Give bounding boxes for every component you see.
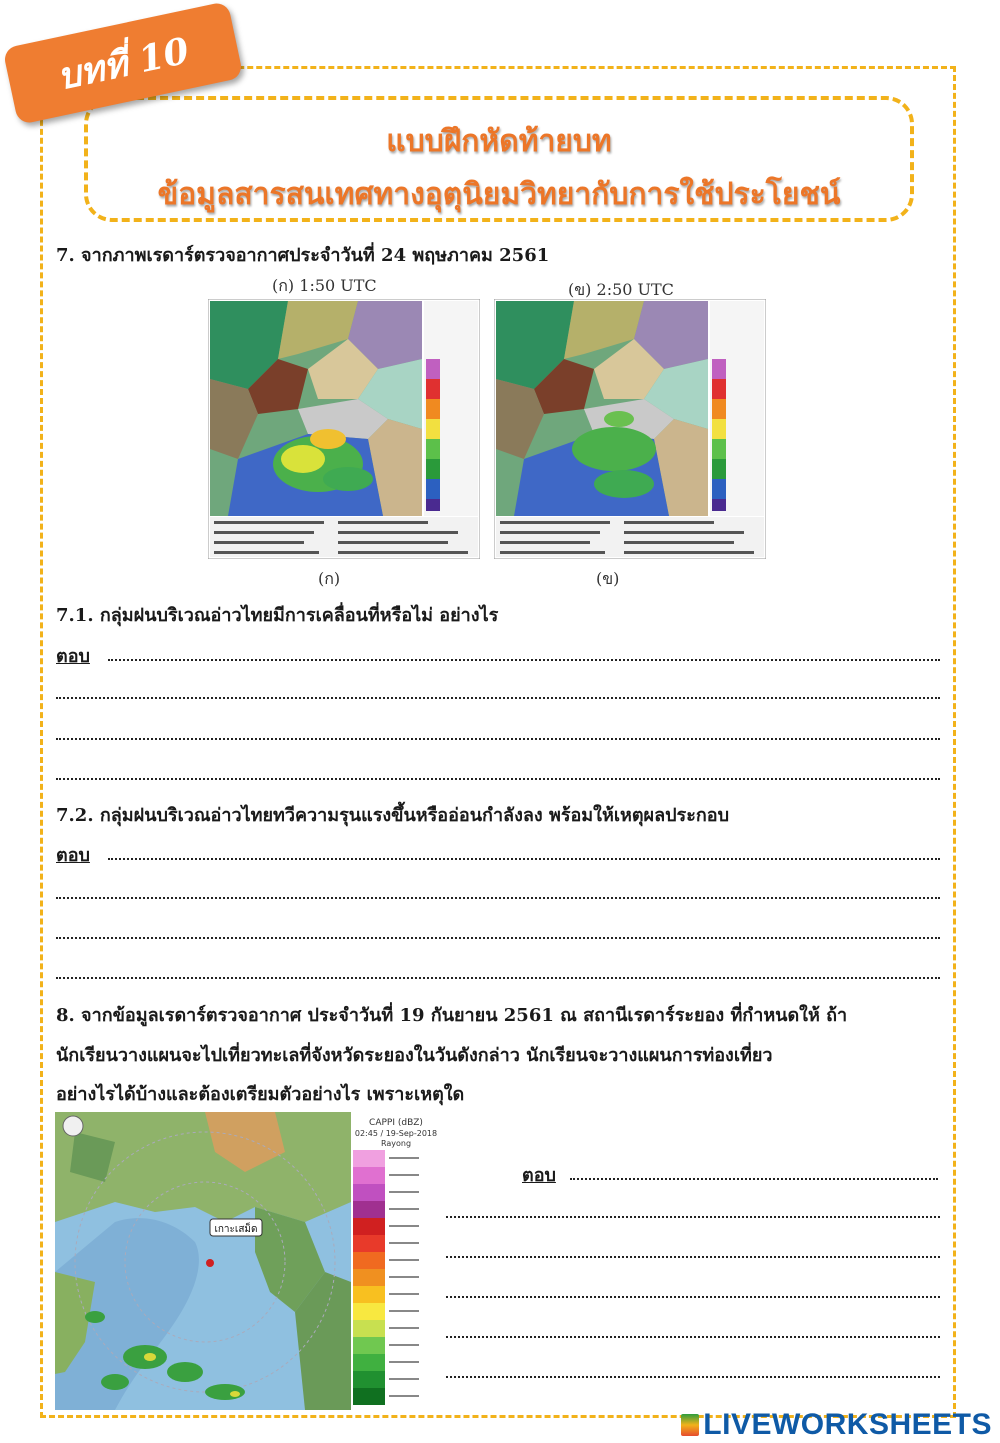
answer-line-7-1-1[interactable]	[108, 659, 940, 661]
title-box	[84, 96, 914, 222]
radar-b-time-label: (ข) 2:50 UTC	[568, 280, 674, 299]
answer-line-7-2-1[interactable]	[108, 858, 940, 860]
map-legend-station: Rayong	[380, 1139, 412, 1148]
answer-line-7-1-4[interactable]	[56, 778, 940, 780]
answer-line-8-6[interactable]	[446, 1376, 940, 1378]
chapter-badge-label: บทที่ 10	[53, 29, 193, 98]
answer-line-7-1-2[interactable]	[56, 697, 940, 699]
dbz-color-scale	[353, 1150, 385, 1405]
question-8-line1: 8. จากข้อมูลเรดาร์ตรวจอากาศ ประจำวันที่ 19 กันยายน 2561 ณ สถานีเรดาร์ระยอง ที่กำหนดให้ ถ้า	[56, 1005, 848, 1026]
answer-label-7-1: ตอบ	[56, 646, 90, 667]
question-7-1: 7.1. กลุ่มฝนบริเวณอ่าวไทยมีการเคลื่อนที่หรือไม่ อย่างไร	[56, 605, 499, 626]
question-8-line2: นักเรียนวางแผนจะไปเที่ยวทะเลที่จังหวัดระยองในวันดังกล่าว นักเรียนจะวางแผนการท่องเที่ยว	[56, 1045, 773, 1066]
logo-text: LIVEWORKSHEETS	[703, 1408, 992, 1441]
question-7-2: 7.2. กลุ่มฝนบริเวณอ่าวไทยทวีความรุนแรงขึ้นหรืออ่อนกำลังลง พร้อมให้เหตุผลประกอบ	[56, 805, 729, 826]
answer-line-7-1-3[interactable]	[56, 738, 940, 740]
answer-label-7-2: ตอบ	[56, 845, 90, 866]
answer-line-7-2-3[interactable]	[56, 937, 940, 939]
question-7: 7. จากภาพเรดาร์ตรวจอากาศประจำวันที่ 24 พฤษภาคม 2561	[56, 245, 550, 266]
worksheet-title: แบบฝึกหัดท้ายบท	[386, 124, 612, 159]
answer-line-8-3[interactable]	[446, 1256, 940, 1258]
map-label-koh-samet: เกาะเสม็ด	[214, 1224, 258, 1235]
answer-line-7-2-2[interactable]	[56, 897, 940, 899]
radar-image-a	[208, 299, 480, 559]
radar-a-caption: (ก)	[318, 569, 341, 588]
worksheet-subtitle: ข้อมูลสารสนเทศทางอุตุนิยมวิทยากับการใช้ประโยชน์	[157, 177, 841, 212]
answer-line-7-2-4[interactable]	[56, 977, 940, 979]
answer-line-8-4[interactable]	[446, 1296, 940, 1298]
question-8-line3: อย่างไรได้บ้างและต้องเตรียมตัวอย่างไร เพราะเหตุใด	[56, 1084, 465, 1105]
radar-a-time-label: (ก) 1:50 UTC	[272, 276, 377, 295]
answer-line-8-1[interactable]	[570, 1178, 938, 1180]
radar-b-caption: (ข)	[596, 569, 620, 588]
radar-image-b	[494, 299, 766, 559]
map-legend-time: 02:45 / 19-Sep-2018	[354, 1129, 438, 1138]
answer-line-8-5[interactable]	[446, 1336, 940, 1338]
liveworksheets-icon	[681, 1414, 699, 1436]
answer-line-8-2[interactable]	[446, 1216, 940, 1218]
map-legend-title: CAPPI (dBZ)	[369, 1118, 423, 1128]
liveworksheets-logo	[681, 1408, 992, 1442]
answer-label-8: ตอบ	[522, 1165, 556, 1186]
rayong-radar-map	[55, 1112, 441, 1410]
